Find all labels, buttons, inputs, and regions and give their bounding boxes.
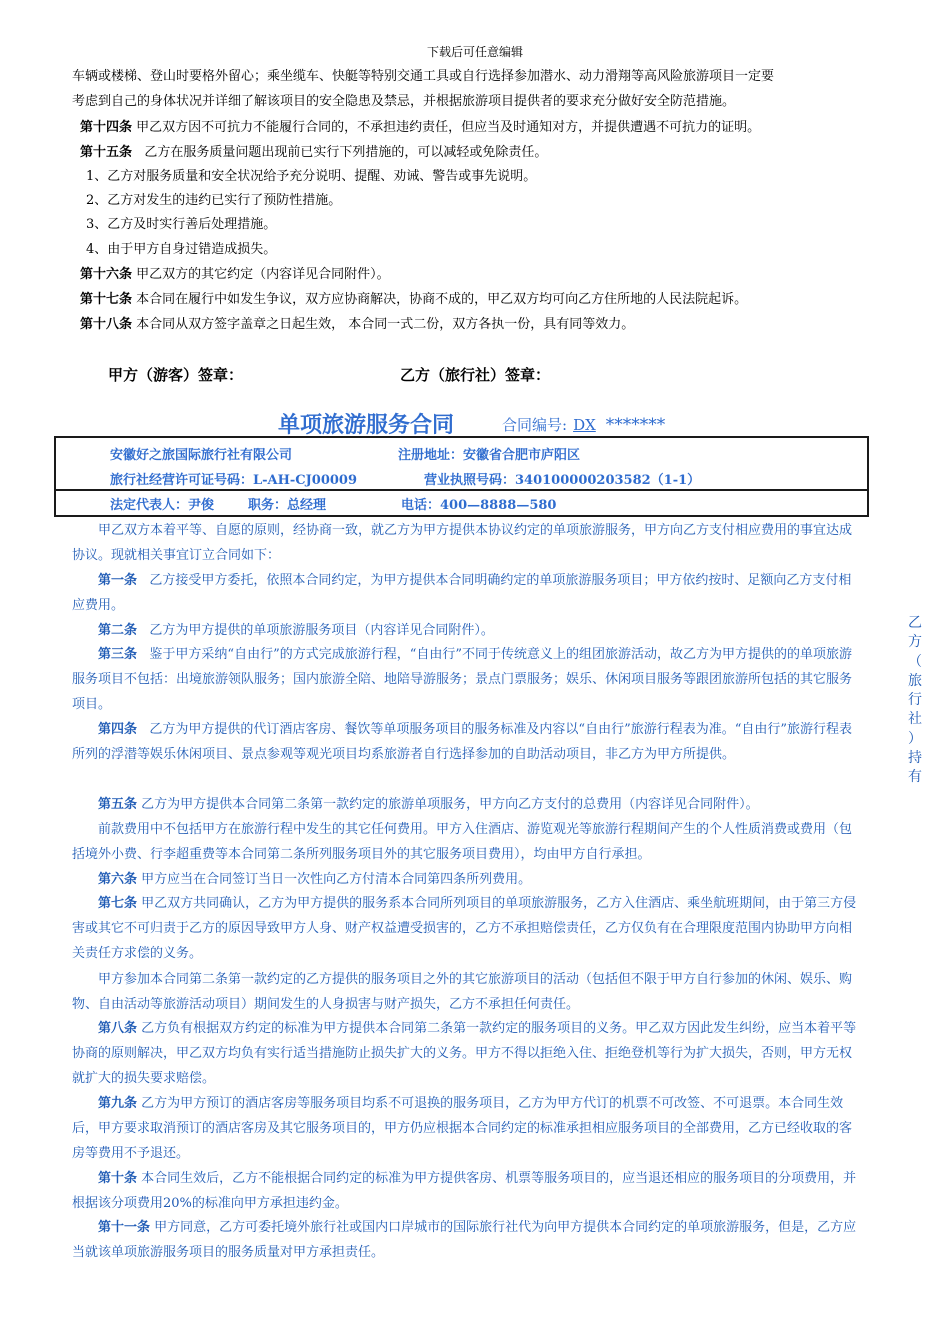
agency-name: 安徽好之旅国际旅行社有限公司 — [110, 448, 293, 463]
article-4 — [72, 717, 864, 767]
contract-number-label: 合同编号: — [502, 416, 568, 434]
measure-1: 1、乙方对服务质量和安全状况给予充分说明、提醒、劝诫、警告或事先说明。 — [86, 169, 537, 184]
representative-title: 职务：总经理 — [248, 498, 327, 513]
article-2-text: 乙方为甲方提供的单项旅游服务项目（内容详见合同附件）。 — [149, 623, 494, 638]
contract-number — [502, 414, 665, 435]
article-16-text: 甲乙双方的其它约定（内容详见合同附件）。 — [136, 267, 390, 282]
agency-info-box — [54, 436, 869, 491]
article-15-label: 第十五条 — [80, 145, 133, 160]
article-6-label: 第六条 — [98, 872, 138, 887]
article-17 — [80, 287, 950, 312]
agency-license: 旅行社经营许可证号码：L-AH-CJ00009 — [110, 473, 358, 488]
article-5 — [72, 792, 864, 817]
article-11 — [72, 1215, 864, 1265]
article-16 — [80, 262, 950, 287]
side-char: ） — [908, 731, 922, 747]
article-10 — [72, 1166, 864, 1216]
article-16-label: 第十六条 — [80, 267, 133, 282]
contract-title: 单项旅游服务合同 — [278, 413, 455, 438]
side-char: 旅 — [908, 673, 922, 689]
side-char: 方 — [908, 634, 922, 650]
article-18 — [80, 312, 950, 337]
article-4-text: 乙方为甲方提供的代订酒店客房、餐饮等单项服务项目的服务标准及内容以“自由行”旅游行程表为准。“自由行”旅游行程表所列的浮潜等娱乐休闲项目、景点参观等观光项目均系旅游者自行选择参加的自助活动项目，非乙方为甲方所提供。 — [72, 722, 853, 762]
side-char: 社 — [908, 711, 922, 727]
measure-2: 2、乙方对发生的违约已实行了预防性措施。 — [86, 193, 342, 208]
side-char: 有 — [908, 769, 922, 785]
article-8-text: 乙方负有根据双方约定的标准为甲方提供本合同第二条第一款约定的服务项目的义务。甲乙双方因此发生纠纷，应当本着平等协商的原则解决，甲乙双方均负有实行适当措施防止损失扩大的义务。甲方不得以拒绝入住、拒绝登机等行为扩大损失，否则，甲方无权就扩大的损失要求赔偿。 — [72, 1021, 857, 1086]
article-7-paragraph-2: 甲方参加本合同第二条第一款约定的乙方提供的服务项目之外的其它旅游项目的活动（包括但不限于甲方自行参加的休闲、娱乐、购物、自由活动等旅游活动项目）期间发生的人身损害与财产损失，乙方不承担任何责任。 — [72, 972, 853, 1012]
article-10-text: 本合同生效后，乙方不能根据合同约定的标准为甲方提供客房、机票等服务项目的，应当退还相应的服务项目的分项费用，并根据该分项费用20%的标准向甲方承担违约金。 — [72, 1171, 857, 1211]
contract-number-prefix: DX — [573, 416, 596, 434]
article-18-text: 本合同从双方签字盖章之日起生效， 本合同一式二份，双方各执一份，具有同等效力。 — [136, 317, 635, 332]
article-1-label: 第一条 — [98, 573, 138, 588]
continuation-line-2: 考虑到自己的身体状况并详细了解该项目的安全隐患及禁忌，并根据旅游项目提供者的要求充分做好安全防范措施。 — [72, 94, 736, 109]
article-17-label: 第十七条 — [80, 292, 133, 307]
article-9-label: 第九条 — [98, 1096, 138, 1111]
side-char: 行 — [908, 692, 922, 708]
agency-business-license: 营业执照号码：340100000203582（1-1） — [424, 473, 701, 488]
article-14 — [80, 115, 950, 140]
signature-party-b: 乙方（旅行社）签章： — [400, 366, 551, 384]
article-14-text: 甲乙双方因不可抗力不能履行合同的，不承担违约责任，但应当及时通知对方，并提供遭遇不可抗力的证明。 — [136, 120, 761, 135]
article-14-label: 第十四条 — [80, 120, 133, 135]
article-1-text: 乙方接受甲方委托，依照本合同约定，为甲方提供本合同明确约定的单项旅游服务项目；甲方依约按时、足额向乙方支付相应费用。 — [72, 573, 852, 613]
article-8 — [72, 1016, 864, 1091]
article-1 — [72, 568, 864, 618]
article-9 — [72, 1091, 864, 1166]
article-18-label: 第十八条 — [80, 317, 133, 332]
article-3-label: 第三条 — [98, 647, 138, 662]
article-5-text: 乙方为甲方提供本合同第二条第一款约定的旅游单项服务，甲方向乙方支付的总费用（内容详见合同附件）。 — [141, 797, 759, 812]
agency-phone: 电话：400—8888—580 — [401, 498, 557, 513]
article-7 — [72, 891, 864, 966]
article-11-text: 甲方同意，乙方可委托境外旅行社或国内口岸城市的国际旅行社代为向甲方提供本合同约定的单项旅游服务，但是，乙方应当就该单项旅游服务项目的服务质量对甲方承担责任。 — [72, 1220, 857, 1260]
article-15-text: 乙方在服务质量问题出现前已实行下列措施的，可以减轻或免除责任。 — [144, 145, 548, 160]
article-6 — [72, 867, 864, 892]
article-11-label: 第十一条 — [98, 1220, 151, 1235]
agency-address: 注册地址：安徽省合肥市庐阳区 — [398, 448, 581, 463]
article-2-label: 第二条 — [98, 623, 138, 638]
article-6-text: 甲方应当在合同签订当日一次性向乙方付清本合同第四条所列费用。 — [141, 872, 532, 887]
measure-3: 3、乙方及时实行善后处理措施。 — [86, 217, 277, 232]
side-char: 乙 — [908, 615, 922, 631]
article-3 — [72, 642, 864, 717]
article-7-text: 甲乙双方共同确认，乙方为甲方提供的服务系本合同所列项目的单项旅游服务，乙方入住酒店、乘坐航班期间，由于第三方侵害或其它不可归责于乙方的原因导致甲方人身、财产权益遭受损害的，乙方不承担赔偿责任，乙方仅负有在合理限度范围内协助甲方向相关责任方求偿的义务。 — [72, 896, 857, 961]
page-header: 下载后可任意编辑 — [426, 45, 523, 59]
side-note-vertical — [905, 614, 925, 787]
article-10-label: 第十条 — [98, 1171, 138, 1186]
side-char: （ — [908, 654, 922, 670]
side-char: 持 — [908, 750, 922, 766]
article-5-label: 第五条 — [98, 797, 138, 812]
article-15 — [80, 140, 950, 165]
article-7-label: 第七条 — [98, 896, 138, 911]
article-2 — [72, 618, 864, 643]
continuation-line-1: 车辆或楼梯、登山时要格外留心；乘坐缆车、快艇等特别交通工具或自行选择参加潜水、动力滑翔等高风险旅游项目一定要 — [72, 69, 775, 84]
legal-representative: 法定代表人：尹俊 — [110, 498, 215, 513]
article-3-text: 鉴于甲方采纳“自由行”的方式完成旅游行程，“自由行”不同于传统意义上的组团旅游活动，故乙方为甲方提供的的单项旅游服务项目不包括：出境旅游领队服务；国内旅游全陪、地陪导游服务；景点门票服务；娱乐、休闲项目服务等跟团旅游所包括的其它服务项目。 — [72, 647, 853, 712]
signature-party-a: 甲方（游客）签章： — [108, 366, 244, 384]
article-5-paragraph-2: 前款费用中不包括甲方在旅游行程中发生的其它任何费用。甲方入住酒店、游览观光等旅游行程期间产生的个人性质消费或费用（包括境外小费、行李超重费等本合同第二条所列服务项目外的其它服务项目费用），均由甲方自行承担。 — [72, 822, 853, 862]
article-9-text: 乙方为甲方预订的酒店客房等服务项目均系不可退换的服务项目，乙方为甲方代订的机票不可改签、不可退票。本合同生效后，甲方要求取消预订的酒店客房及其它服务项目的，甲方仍应根据本合同约定的标准承担相应服务项目的全部费用，乙方已经收取的客房等费用不予退还。 — [72, 1096, 853, 1161]
article-4-label: 第四条 — [98, 722, 138, 737]
agency-rep-box — [54, 489, 869, 517]
article-8-label: 第八条 — [98, 1021, 138, 1036]
measure-4: 4、由于甲方自身过错造成损失。 — [86, 242, 277, 257]
article-17-text: 本合同在履行中如发生争议，双方应协商解决，协商不成的，甲乙双方均可向乙方住所地的人民法院起诉。 — [136, 292, 748, 307]
contract-number-value: ******* — [605, 415, 666, 435]
contract-intro: 甲乙双方本着平等、自愿的原则，经协商一致，就乙方为甲方提供本协议约定的单项旅游服务，甲方向乙方支付相应费用的事宜达成协议。现就相关事宜订立合同如下： — [72, 523, 853, 563]
